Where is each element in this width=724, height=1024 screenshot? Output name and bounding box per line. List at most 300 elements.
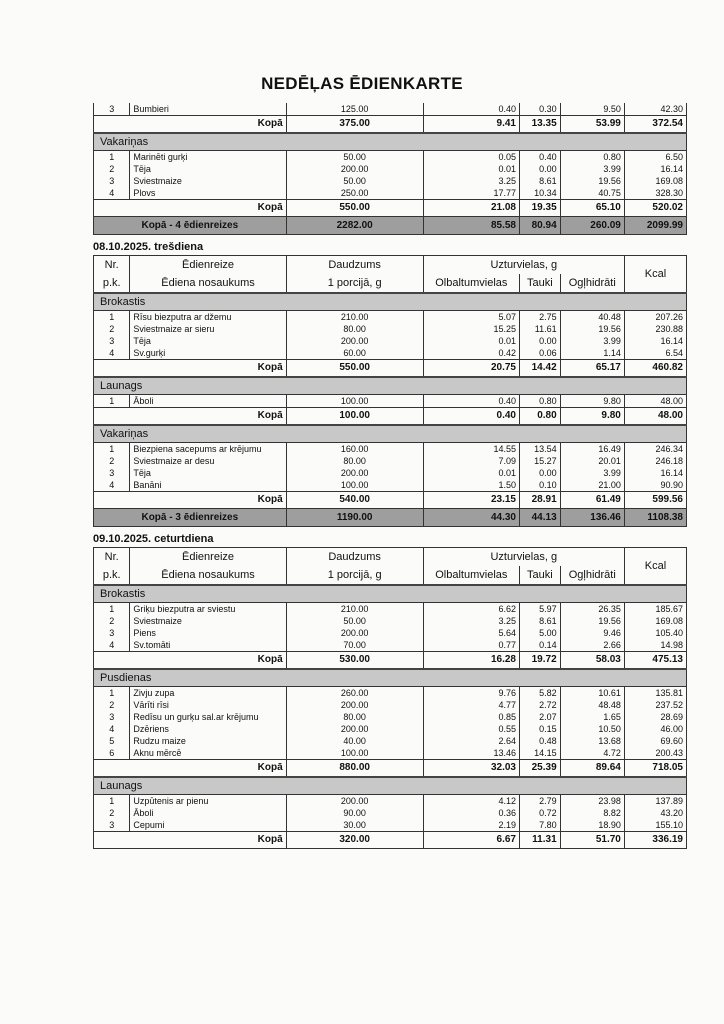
item-carbs: 3.99	[560, 467, 624, 479]
item-protein: 3.25	[423, 615, 519, 627]
total-protein: 9.41	[423, 116, 519, 134]
total-fat: 80.94	[519, 217, 560, 235]
item-kcal: 207.26	[624, 311, 686, 324]
total-label: Kopā - 4 ēdienreizes	[94, 217, 287, 235]
header-pk: p.k.	[94, 274, 130, 293]
item-nr: 4	[94, 639, 130, 652]
table-row	[94, 455, 687, 467]
item-nr: 3	[94, 103, 130, 116]
header-nutrients: Uzturvielas, g	[423, 256, 624, 275]
table-row	[94, 639, 687, 652]
total-carbs: 51.70	[560, 832, 624, 849]
item-carbs: 19.56	[560, 323, 624, 335]
item-quantity: 200.00	[286, 335, 423, 347]
header-pk: p.k.	[94, 566, 130, 585]
item-carbs: 48.48	[560, 699, 624, 711]
table-header-row	[94, 274, 687, 293]
page-title: NEDĒĻAS ĒDIENKARTE	[261, 74, 463, 93]
item-fat: 2.07	[519, 711, 560, 723]
header-fat: Tauki	[519, 566, 560, 585]
item-fat: 0.10	[519, 479, 560, 492]
header-nr: Nr.	[94, 548, 130, 567]
header-amount: Daudzums	[286, 548, 423, 567]
total-carbs: 58.03	[560, 652, 624, 670]
item-quantity: 250.00	[286, 187, 423, 200]
item-quantity: 200.00	[286, 467, 423, 479]
header-amount: Daudzums	[286, 256, 423, 275]
item-nr: 2	[94, 615, 130, 627]
table-row	[94, 603, 687, 616]
total-protein: 32.03	[423, 760, 519, 778]
item-carbs: 1.65	[560, 711, 624, 723]
item-name: Bumbieri	[130, 103, 286, 116]
table-header-row	[94, 548, 687, 567]
table-row	[94, 479, 687, 492]
item-nr: 3	[94, 335, 130, 347]
item-protein: 0.77	[423, 639, 519, 652]
meal-total-row	[94, 832, 687, 849]
item-carbs: 13.68	[560, 735, 624, 747]
item-quantity: 100.00	[286, 395, 423, 408]
item-nr: 3	[94, 467, 130, 479]
header-fat: Tauki	[519, 274, 560, 293]
total-fat: 25.39	[519, 760, 560, 778]
meal-total-row	[94, 760, 687, 778]
item-quantity: 50.00	[286, 151, 423, 164]
total-protein: 85.58	[423, 217, 519, 235]
day-heading: 08.10.2025. trešdiena	[93, 241, 204, 253]
item-protein: 9.76	[423, 687, 519, 700]
item-nr: 4	[94, 479, 130, 492]
item-carbs: 0.80	[560, 151, 624, 164]
total-carbs: 61.49	[560, 492, 624, 509]
total-protein: 0.40	[423, 408, 519, 426]
item-fat: 0.00	[519, 467, 560, 479]
header-carbs: Ogļhidrāti	[560, 274, 624, 293]
item-kcal: 155.10	[624, 819, 686, 832]
item-carbs: 16.49	[560, 443, 624, 456]
item-name: Sv.gurķi	[130, 347, 286, 360]
item-protein: 13.46	[423, 747, 519, 760]
total-quantity: 1190.00	[286, 509, 423, 527]
item-nr: 3	[94, 175, 130, 187]
total-carbs: 9.80	[560, 408, 624, 426]
item-kcal: 16.14	[624, 163, 686, 175]
item-kcal: 90.90	[624, 479, 686, 492]
item-protein: 6.62	[423, 603, 519, 616]
item-kcal: 14.98	[624, 639, 686, 652]
item-quantity: 40.00	[286, 735, 423, 747]
item-kcal: 6.54	[624, 347, 686, 360]
item-protein: 0.85	[423, 711, 519, 723]
item-nr: 1	[94, 311, 130, 324]
table-row	[94, 323, 687, 335]
total-quantity: 550.00	[286, 200, 423, 217]
item-nr: 2	[94, 163, 130, 175]
total-quantity: 550.00	[286, 360, 423, 378]
table-row	[94, 711, 687, 723]
item-nr: 2	[94, 455, 130, 467]
item-nr: 5	[94, 735, 130, 747]
total-label: Kopā	[94, 652, 287, 670]
item-name: Uzpūtenis ar pienu	[130, 795, 286, 808]
item-name: Rudzu maize	[130, 735, 286, 747]
header-portion: 1 porcijā, g	[286, 274, 423, 293]
item-fat: 8.61	[519, 175, 560, 187]
item-name: Vārīti rīsi	[130, 699, 286, 711]
header-portion: 1 porcijā, g	[286, 566, 423, 585]
day-menu-table	[93, 255, 687, 527]
item-name: Sviestmaize ar sieru	[130, 323, 286, 335]
total-label: Kopā	[94, 360, 287, 378]
total-fat: 14.42	[519, 360, 560, 378]
total-fat: 19.35	[519, 200, 560, 217]
item-carbs: 10.61	[560, 687, 624, 700]
item-quantity: 80.00	[286, 455, 423, 467]
total-fat: 11.31	[519, 832, 560, 849]
item-carbs: 19.56	[560, 175, 624, 187]
item-protein: 0.01	[423, 335, 519, 347]
item-fat: 0.48	[519, 735, 560, 747]
item-kcal: 135.81	[624, 687, 686, 700]
item-quantity: 50.00	[286, 175, 423, 187]
total-carbs: 260.09	[560, 217, 624, 235]
item-name: Redīsu un gurķu sal.ar krējumu	[130, 711, 286, 723]
table-row	[94, 627, 687, 639]
total-label: Kopā	[94, 116, 287, 134]
table-row	[94, 795, 687, 808]
meal-section-header	[94, 777, 687, 795]
item-carbs: 3.99	[560, 335, 624, 347]
item-nr: 4	[94, 723, 130, 735]
item-name: Plovs	[130, 187, 286, 200]
item-kcal: 200.43	[624, 747, 686, 760]
item-fat: 2.75	[519, 311, 560, 324]
item-fat: 11.61	[519, 323, 560, 335]
item-kcal: 16.14	[624, 467, 686, 479]
item-nr: 3	[94, 627, 130, 639]
item-fat: 13.54	[519, 443, 560, 456]
item-nr: 3	[94, 819, 130, 832]
item-name: Marinēti gurķi	[130, 151, 286, 164]
item-name: Piens	[130, 627, 286, 639]
item-carbs: 20.01	[560, 455, 624, 467]
meal-section-header	[94, 669, 687, 687]
item-name: Rīsu biezputra ar džemu	[130, 311, 286, 324]
item-kcal: 230.88	[624, 323, 686, 335]
item-nr: 1	[94, 151, 130, 164]
total-kcal: 475.13	[624, 652, 686, 670]
total-carbs: 89.64	[560, 760, 624, 778]
table-row	[94, 103, 687, 116]
item-protein: 0.40	[423, 395, 519, 408]
meal-name: Vakariņas	[94, 425, 687, 443]
item-fat: 0.72	[519, 807, 560, 819]
table-row	[94, 615, 687, 627]
total-label: Kopā	[94, 832, 287, 849]
item-nr: 2	[94, 699, 130, 711]
item-kcal: 137.89	[624, 795, 686, 808]
item-kcal: 169.08	[624, 175, 686, 187]
table-row	[94, 735, 687, 747]
header-nutrients: Uzturvielas, g	[423, 548, 624, 567]
meal-name: Pusdienas	[94, 669, 687, 687]
item-carbs: 3.99	[560, 163, 624, 175]
total-carbs: 65.17	[560, 360, 624, 378]
total-quantity: 2282.00	[286, 217, 423, 235]
total-protein: 20.75	[423, 360, 519, 378]
item-protein: 4.77	[423, 699, 519, 711]
item-nr: 1	[94, 687, 130, 700]
item-fat: 0.40	[519, 151, 560, 164]
table-row	[94, 347, 687, 360]
item-carbs: 4.72	[560, 747, 624, 760]
item-quantity: 125.00	[286, 103, 423, 116]
item-kcal: 16.14	[624, 335, 686, 347]
header-protein: Olbaltumvielas	[423, 274, 519, 293]
table-row	[94, 335, 687, 347]
item-name: Tēja	[130, 467, 286, 479]
item-carbs: 21.00	[560, 479, 624, 492]
item-carbs: 10.50	[560, 723, 624, 735]
item-fat: 5.82	[519, 687, 560, 700]
table-header-row	[94, 256, 687, 275]
item-quantity: 200.00	[286, 627, 423, 639]
item-protein: 0.40	[423, 103, 519, 116]
total-quantity: 540.00	[286, 492, 423, 509]
item-carbs: 40.48	[560, 311, 624, 324]
item-nr: 2	[94, 807, 130, 819]
item-kcal: 6.50	[624, 151, 686, 164]
total-kcal: 372.54	[624, 116, 686, 134]
item-protein: 17.77	[423, 187, 519, 200]
item-carbs: 18.90	[560, 819, 624, 832]
item-quantity: 200.00	[286, 699, 423, 711]
item-name: Aknu mērcē	[130, 747, 286, 760]
item-protein: 0.36	[423, 807, 519, 819]
item-kcal: 246.34	[624, 443, 686, 456]
total-kcal: 460.82	[624, 360, 686, 378]
meal-total-row	[94, 200, 687, 217]
item-kcal: 69.60	[624, 735, 686, 747]
item-name: Dzēriens	[130, 723, 286, 735]
item-protein: 0.01	[423, 163, 519, 175]
item-protein: 0.05	[423, 151, 519, 164]
item-name: Sv.tomāti	[130, 639, 286, 652]
total-kcal: 1108.38	[624, 509, 686, 527]
item-fat: 0.80	[519, 395, 560, 408]
item-protein: 7.09	[423, 455, 519, 467]
meal-name: Launags	[94, 377, 687, 395]
total-protein: 23.15	[423, 492, 519, 509]
item-carbs: 26.35	[560, 603, 624, 616]
total-fat: 44.13	[519, 509, 560, 527]
total-quantity: 880.00	[286, 760, 423, 778]
total-protein: 21.08	[423, 200, 519, 217]
item-nr: 1	[94, 395, 130, 408]
header-nr: Nr.	[94, 256, 130, 275]
item-kcal: 169.08	[624, 615, 686, 627]
total-quantity: 320.00	[286, 832, 423, 849]
total-label: Kopā	[94, 200, 287, 217]
item-name: Sviestmaize	[130, 615, 286, 627]
item-fat: 2.79	[519, 795, 560, 808]
header-kcal: Kcal	[624, 256, 686, 294]
menu-document	[93, 103, 687, 849]
table-row	[94, 467, 687, 479]
item-protein: 5.64	[423, 627, 519, 639]
total-kcal: 2099.99	[624, 217, 686, 235]
meal-section-header	[94, 133, 687, 151]
total-kcal: 599.56	[624, 492, 686, 509]
item-carbs: 19.56	[560, 615, 624, 627]
total-label: Kopā	[94, 408, 287, 426]
item-fat: 15.27	[519, 455, 560, 467]
item-protein: 14.55	[423, 443, 519, 456]
item-quantity: 210.00	[286, 311, 423, 324]
total-quantity: 375.00	[286, 116, 423, 134]
item-name: Banāni	[130, 479, 286, 492]
table-header-row	[94, 566, 687, 585]
item-carbs: 8.82	[560, 807, 624, 819]
table-row	[94, 175, 687, 187]
item-nr: 4	[94, 347, 130, 360]
table-row	[94, 807, 687, 819]
day-total-row	[94, 217, 687, 235]
total-protein: 16.28	[423, 652, 519, 670]
item-quantity: 30.00	[286, 819, 423, 832]
item-nr: 2	[94, 323, 130, 335]
total-carbs: 53.99	[560, 116, 624, 134]
header-dish: Ēdiena nosaukums	[130, 566, 286, 585]
item-protein: 2.19	[423, 819, 519, 832]
item-fat: 8.61	[519, 615, 560, 627]
meal-total-row	[94, 492, 687, 509]
total-kcal: 48.00	[624, 408, 686, 426]
item-carbs: 40.75	[560, 187, 624, 200]
item-fat: 14.15	[519, 747, 560, 760]
item-quantity: 100.00	[286, 747, 423, 760]
table-row	[94, 187, 687, 200]
total-label: Kopā - 3 ēdienreizes	[94, 509, 287, 527]
item-nr: 1	[94, 603, 130, 616]
meal-total-row	[94, 408, 687, 426]
total-quantity: 530.00	[286, 652, 423, 670]
total-carbs: 65.10	[560, 200, 624, 217]
header-meal: Ēdienreize	[130, 256, 286, 275]
item-name: Tēja	[130, 163, 286, 175]
total-fat: 28.91	[519, 492, 560, 509]
item-protein: 1.50	[423, 479, 519, 492]
item-name: Zivju zupa	[130, 687, 286, 700]
item-fat: 0.15	[519, 723, 560, 735]
item-nr: 6	[94, 747, 130, 760]
item-protein: 0.42	[423, 347, 519, 360]
item-kcal: 185.67	[624, 603, 686, 616]
item-fat: 0.30	[519, 103, 560, 116]
total-label: Kopā	[94, 760, 287, 778]
item-protein: 4.12	[423, 795, 519, 808]
item-protein: 2.64	[423, 735, 519, 747]
item-kcal: 28.69	[624, 711, 686, 723]
meal-name: Launags	[94, 777, 687, 795]
total-protein: 6.67	[423, 832, 519, 849]
meal-total-row	[94, 652, 687, 670]
meal-name: Brokastis	[94, 585, 687, 603]
item-quantity: 200.00	[286, 723, 423, 735]
header-meal: Ēdienreize	[130, 548, 286, 567]
total-label: Kopā	[94, 492, 287, 509]
total-kcal: 520.02	[624, 200, 686, 217]
item-nr: 1	[94, 795, 130, 808]
total-fat: 0.80	[519, 408, 560, 426]
item-kcal: 43.20	[624, 807, 686, 819]
item-quantity: 200.00	[286, 163, 423, 175]
continuation-table	[93, 103, 687, 235]
meal-name: Brokastis	[94, 293, 687, 311]
item-name: Āboli	[130, 395, 286, 408]
item-name: Cepumi	[130, 819, 286, 832]
item-fat: 0.14	[519, 639, 560, 652]
day-total-row	[94, 509, 687, 527]
meal-section-header	[94, 425, 687, 443]
item-name: Sviestmaize ar desu	[130, 455, 286, 467]
day-heading: 09.10.2025. ceturtdiena	[93, 533, 214, 545]
total-protein: 44.30	[423, 509, 519, 527]
meal-name: Vakariņas	[94, 133, 687, 151]
total-carbs: 136.46	[560, 509, 624, 527]
item-quantity: 100.00	[286, 479, 423, 492]
item-protein: 0.55	[423, 723, 519, 735]
meal-section-header	[94, 585, 687, 603]
item-name: Sviestmaize	[130, 175, 286, 187]
meal-total-row	[94, 360, 687, 378]
item-fat: 10.34	[519, 187, 560, 200]
total-quantity: 100.00	[286, 408, 423, 426]
item-fat: 7.80	[519, 819, 560, 832]
item-kcal: 328.30	[624, 187, 686, 200]
item-name: Griķu biezputra ar sviestu	[130, 603, 286, 616]
item-carbs: 2.66	[560, 639, 624, 652]
item-nr: 4	[94, 187, 130, 200]
item-quantity: 200.00	[286, 795, 423, 808]
item-quantity: 80.00	[286, 711, 423, 723]
table-row	[94, 151, 687, 164]
item-kcal: 46.00	[624, 723, 686, 735]
total-fat: 13.35	[519, 116, 560, 134]
item-kcal: 246.18	[624, 455, 686, 467]
item-quantity: 260.00	[286, 687, 423, 700]
item-nr: 3	[94, 711, 130, 723]
item-protein: 5.07	[423, 311, 519, 324]
meal-total-row	[94, 116, 687, 134]
meal-section-header	[94, 293, 687, 311]
item-protein: 3.25	[423, 175, 519, 187]
item-name: Āboli	[130, 807, 286, 819]
table-row	[94, 443, 687, 456]
item-fat: 5.97	[519, 603, 560, 616]
item-nr: 1	[94, 443, 130, 456]
item-kcal: 105.40	[624, 627, 686, 639]
table-row	[94, 747, 687, 760]
item-carbs: 9.46	[560, 627, 624, 639]
table-row	[94, 819, 687, 832]
item-name: Biezpiena sacepums ar krējumu	[130, 443, 286, 456]
item-kcal: 48.00	[624, 395, 686, 408]
item-quantity: 70.00	[286, 639, 423, 652]
header-kcal: Kcal	[624, 548, 686, 586]
item-fat: 2.72	[519, 699, 560, 711]
